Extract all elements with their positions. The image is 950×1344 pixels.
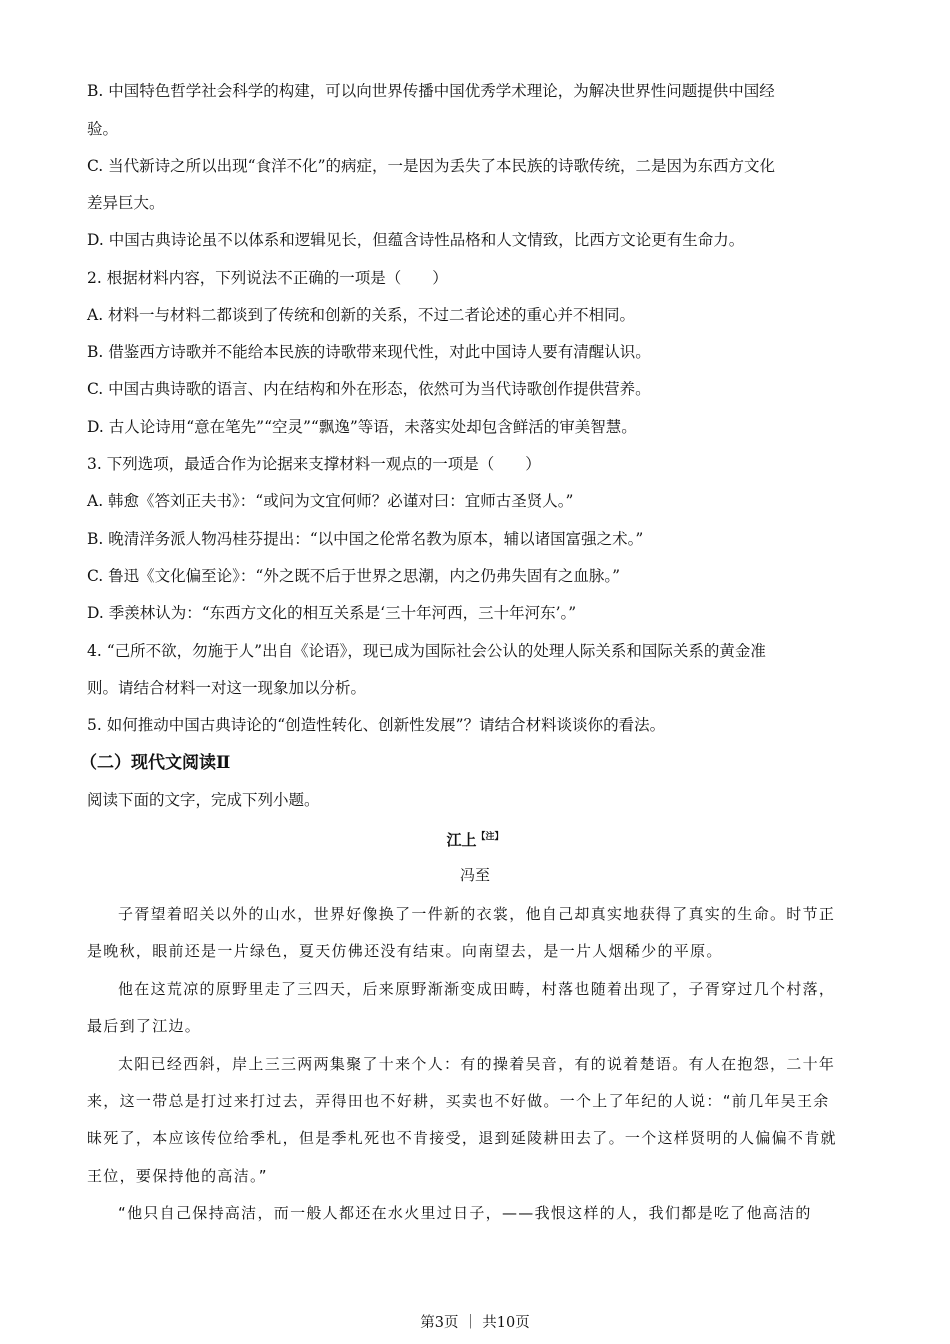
q2-option-b: B. 借鉴西方诗歌并不能给本民族的诗歌带来现代性，对此中国诗人要有清醒认识。 [87,343,651,361]
essay-p2-line1: 他在这荒凉的原野里走了三四天，后来原野渐渐变成田畴，村落也随着出现了，子胥穿过几个村落， [118,980,836,998]
q1-option-c-line1: C. 当代新诗之所以出现“食洋不化”的病症，一是因为丢失了本民族的诗歌传统，二是因为东西方文化 [87,157,776,175]
essay-title-text: 江上 [446,831,477,849]
q2-option-c: C. 中国古典诗歌的语言、内在结构和外在形态，依然可为当代诗歌创作提供营养。 [87,380,651,398]
q1-option-d: D. 中国古典诗论虽不以体系和逻辑见长，但蕴含诗性品格和人文情致，比西方文论更有生命力。 [87,231,745,249]
essay-p2-line2: 最后到了江边。 [87,1017,202,1035]
q3-option-b: B. 晚清洋务派人物冯桂芬提出：“以中国之伦常名教为原本，辅以诸国富强之术。” [87,530,644,548]
essay-p1-line1: 子胥望着昭关以外的山水，世界好像换了一件新的衣裳，他自己却真实地获得了真实的生命。时节正 [118,905,836,923]
essay-p3-line2: 来，这一带总是打过来打过去，弄得田也不好耕，买卖也不好做。一个上了年纪的人说：“前几年吴王余 [87,1092,830,1110]
essay-p3-line4: 王位，要保持他的高洁。” [87,1167,268,1185]
essay-p1-line2: 是晚秋，眼前还是一片绿色，夏天仿佛还没有结束。向南望去，是一片人烟稀少的平原。 [87,942,723,960]
q3-option-c: C. 鲁迅《文化偏至论》：“外之既不后于世界之思潮，内之仍弗失固有之血脉。” [87,567,621,585]
essay-title [0,826,950,851]
q3-stem: 3. 下列选项，最适合作为论据来支撑材料一观点的一项是（ ） [87,455,541,473]
q2-option-d: D. 古人论诗用“意在笔先”“空灵”“飘逸”等语，未落实处却包含鲜活的审美智慧。 [87,418,637,436]
essay-p3-line1: 太阳已经西斜，岸上三三两两集聚了十来个人：有的操着吴音，有的说着楚语。有人在抱怨，二十年 [118,1055,836,1073]
section-instruction: 阅读下面的文字，完成下列小题。 [87,791,320,809]
q1-option-c-line2: 差异巨大。 [87,194,165,212]
page-footer: 第3页 ｜ 共10页 [420,1315,530,1331]
q1-option-b-line1: B. 中国特色哲学社会科学的构建，可以向世界传播中国优秀学术理论，为解决世界性问题提供中国经 [87,82,775,100]
essay-author: 冯至 [459,866,490,884]
q3-option-a: A. 韩愈《答刘正夫书》：“或问为文宜何师？必谨对曰：宜师古圣贤人。” [87,492,574,510]
q4-stem-line2: 则。请结合材料一对这一现象加以分析。 [87,679,367,697]
section-title: （二）现代文阅读Ⅱ [80,753,231,773]
essay-p4-line1: “他只自己保持高洁，而一般人都还在水火里过日子，——我恨这样的人，我们都是吃了他高洁的 [118,1204,812,1222]
q1-option-b-line2: 验。 [87,120,119,138]
q4-stem-line1: 4. “己所不欲，勿施于人”出自《论语》，现已成为国际社会公认的处理人际关系和国际关系的黄金准 [87,642,766,660]
essay-title-note: 【注】 [476,832,504,842]
essay-p3-line3: 昧死了，本应该传位给季札，但是季札死也不肯接受，退到延陵耕田去了。一个这样贤明的人偏偏不肯就 [87,1129,837,1147]
q3-option-d: D. 季羡林认为：“东西方文化的相互关系是‘三十年河西，三十年河东’。” [87,604,577,622]
q5-stem: 5. 如何推动中国古典诗论的“创造性转化、创新性发展”？请结合材料谈谈你的看法。 [87,716,666,734]
q2-stem: 2. 根据材料内容，下列说法不正确的一项是（ ） [87,269,448,287]
q2-option-a: A. 材料一与材料二都谈到了传统和创新的关系，不过二者论述的重心并不相同。 [87,306,636,324]
